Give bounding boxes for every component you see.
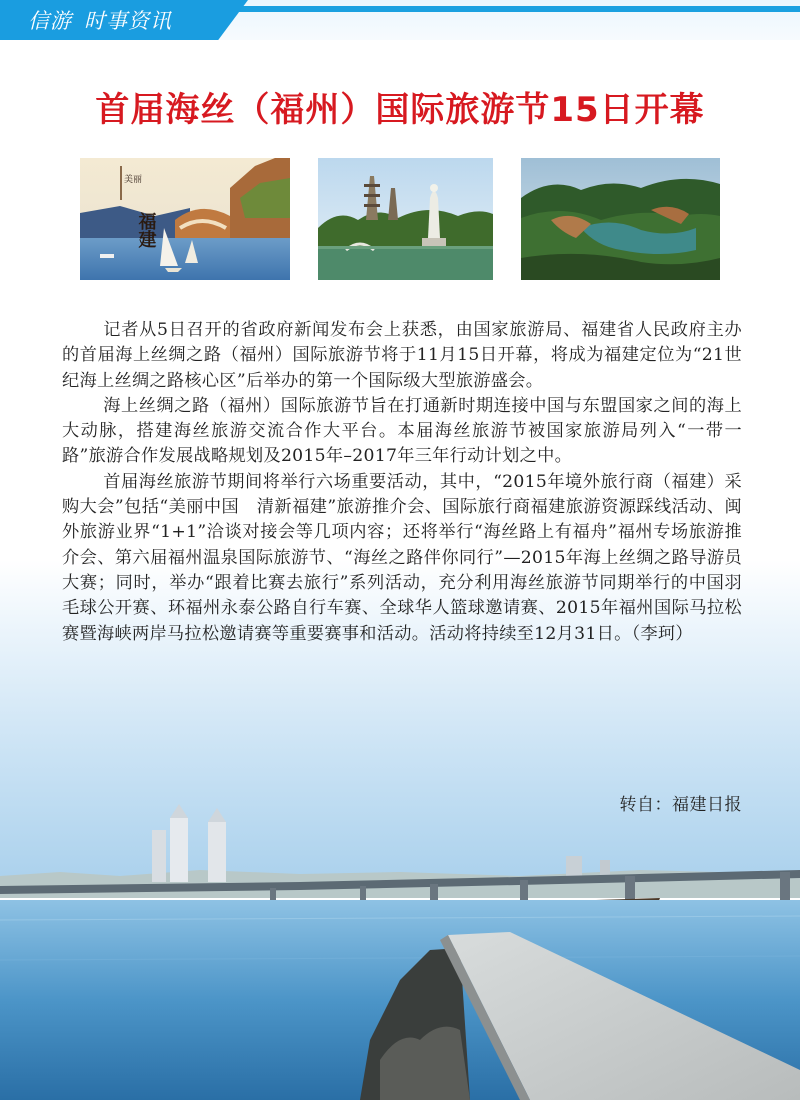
- photo-mountain-lake: [521, 158, 720, 280]
- section-label-category: 时事资讯: [84, 9, 172, 33]
- article-paragraph-3: 首届海丝旅游节期间将举行六场重要活动，其中，“2015年境外旅行商（福建）采购大会”包括“美丽中国 清新福建”旅游推介会、国际旅行商福建旅游资源踩线活动、闽外旅游业界“1+1”洽谈对接会等几项内容；还将举行“海丝路上有福舟”福州专场旅游推介会、第六届福州温泉国际旅游节、“海丝之路伴你同行”—2015年海上丝绸之路导游员大赛；同时，举办“跟着比赛去旅行”系列活动，充分利用海丝旅游节同期举行的中国羽毛球公开赛、环福州永泰公路自行车赛、全球华人篮球邀请赛、2015年福州国际马拉松赛暨海峡两岸马拉松邀请赛等重要赛事和活动。活动将持续至12月31日。（李珂）: [62, 471, 742, 644]
- photo-pagoda-statue: [318, 158, 493, 280]
- photo-fujian-coast: [80, 158, 290, 280]
- coast-photo-icon: [80, 158, 290, 280]
- photo-caption-big: 福建: [135, 212, 157, 248]
- pagoda-statue-photo-icon: [318, 158, 493, 280]
- page-title: 首届海丝（福州）国际旅游节15日开幕: [95, 90, 705, 130]
- article-paragraph-1: 记者从5日召开的省政府新闻发布会上获悉，由国家旅游局、福建省人民政府主办的首届海上丝绸之路（福州）国际旅游节将于11月15日开幕，将成为福建定位为“21世纪海上丝绸之路核心区”后举办的第一个国际级大型旅游盛会。: [62, 320, 742, 391]
- article-paragraph-2: 海上丝绸之路（福州）国际旅游节旨在打通新时期连接中国与东盟国家之间的海上大动脉，搭建海丝旅游交流合作大平台。本届海丝旅游节被国家旅游局列入“一带一路”旅游合作发展战略规划及2015年–2017年三年行动计划之中。: [62, 395, 742, 467]
- header-rule: [230, 6, 800, 12]
- section-label: [28, 6, 172, 36]
- section-label-brand: 信游: [28, 9, 72, 33]
- article-body: [62, 318, 742, 647]
- photo-caption-small: 美丽: [124, 175, 143, 185]
- mountain-lake-photo-icon: [521, 158, 720, 280]
- article-source: 转自：福建日报: [619, 795, 742, 815]
